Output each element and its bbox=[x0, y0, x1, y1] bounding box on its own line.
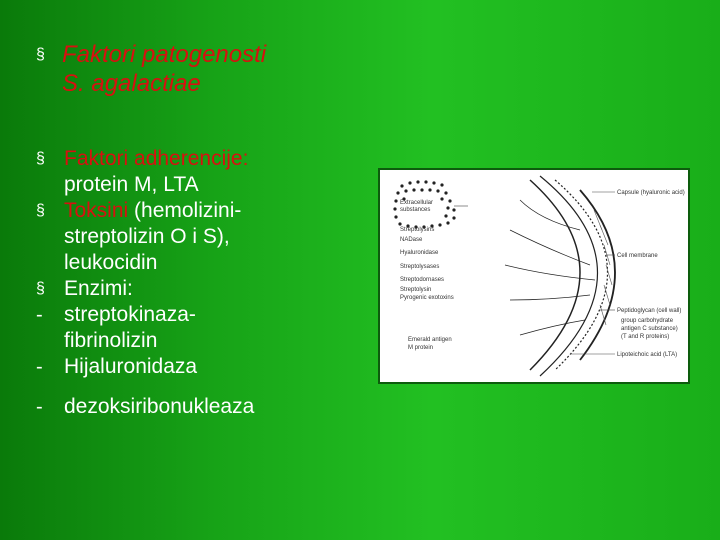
slide-title bbox=[36, 40, 266, 98]
list-item bbox=[36, 276, 366, 302]
figure-label: Hyaluronidase bbox=[400, 250, 439, 256]
list-item bbox=[36, 198, 366, 224]
figure-label: Lipoteichoic acid (LTA) bbox=[617, 352, 678, 358]
list-item bbox=[36, 354, 366, 380]
item-highlight: Faktori adherencije: bbox=[64, 147, 249, 170]
square-bullet-icon: § bbox=[36, 46, 45, 63]
figure-label: Streptodornases bbox=[400, 277, 445, 283]
list-item bbox=[36, 250, 366, 276]
list-item bbox=[36, 302, 366, 328]
list-item bbox=[36, 328, 366, 354]
figure-label: Capsule (hyaluronic acid) bbox=[617, 190, 685, 196]
figure-right-labels bbox=[617, 190, 685, 358]
figure-label: Pyrogenic exotoxins bbox=[400, 295, 454, 301]
label-leaders bbox=[454, 192, 615, 354]
figure-label: M protein bbox=[408, 345, 434, 351]
list-item bbox=[36, 172, 366, 198]
marker-spacer bbox=[36, 224, 64, 250]
figure-label: Streptolysins bbox=[400, 227, 435, 233]
list-item bbox=[36, 224, 366, 250]
title-line-2: S. agalactiae bbox=[62, 70, 201, 97]
figure-label: Extracellular bbox=[400, 200, 434, 206]
marker-spacer bbox=[36, 250, 64, 276]
title-line-1: Faktori patogenosti bbox=[62, 41, 267, 68]
dash-bullet-icon: - bbox=[36, 304, 43, 326]
marker-spacer bbox=[36, 172, 64, 198]
item-text: fibrinolizin bbox=[64, 329, 158, 352]
marker-spacer bbox=[36, 328, 64, 354]
dash-bullet-icon: - bbox=[36, 396, 43, 418]
item-text: leukocidin bbox=[64, 251, 158, 274]
figure-left-labels bbox=[400, 200, 454, 351]
title-row bbox=[36, 40, 266, 69]
list-item bbox=[36, 394, 366, 420]
figure-label: Streptolysases bbox=[400, 264, 440, 270]
figure-label: (T and R proteins) bbox=[621, 334, 670, 340]
item-highlight: Toksini bbox=[64, 199, 129, 222]
cell-wall-illustration bbox=[380, 170, 688, 382]
item-text: (hemolizini- bbox=[128, 199, 242, 222]
item-text: streptolizin O i S), bbox=[64, 225, 230, 248]
figure-label: Streptolysin bbox=[400, 287, 432, 293]
bullet-spacer bbox=[36, 69, 62, 98]
list-item bbox=[36, 146, 366, 172]
cell-envelope-arcs bbox=[530, 176, 615, 376]
figure-label: Peptidoglycan (cell wall) bbox=[617, 308, 682, 314]
figure-label: group carbohydrate bbox=[621, 318, 674, 324]
item-text: protein M, LTA bbox=[64, 173, 199, 196]
figure-label: antigen C substance) bbox=[621, 326, 678, 332]
item-text: streptokinaza- bbox=[64, 303, 196, 326]
square-bullet-icon: § bbox=[36, 150, 45, 167]
figure-label: Emerald antigen bbox=[408, 337, 452, 343]
figure-label: substances bbox=[400, 207, 431, 213]
figure-label: Cell membrane bbox=[617, 253, 658, 259]
dash-bullet-icon: - bbox=[36, 356, 43, 378]
title-row bbox=[36, 69, 266, 98]
square-bullet-icon: § bbox=[36, 202, 45, 219]
body-list bbox=[36, 146, 366, 420]
bacterial-cell-diagram bbox=[378, 168, 690, 384]
item-text: Hijaluronidaza bbox=[64, 355, 198, 378]
item-text: dezoksiribonukleaza bbox=[64, 395, 255, 418]
square-bullet-icon: § bbox=[36, 280, 45, 297]
figure-label: NADase bbox=[400, 237, 423, 243]
item-text: Enzimi: bbox=[64, 277, 133, 300]
